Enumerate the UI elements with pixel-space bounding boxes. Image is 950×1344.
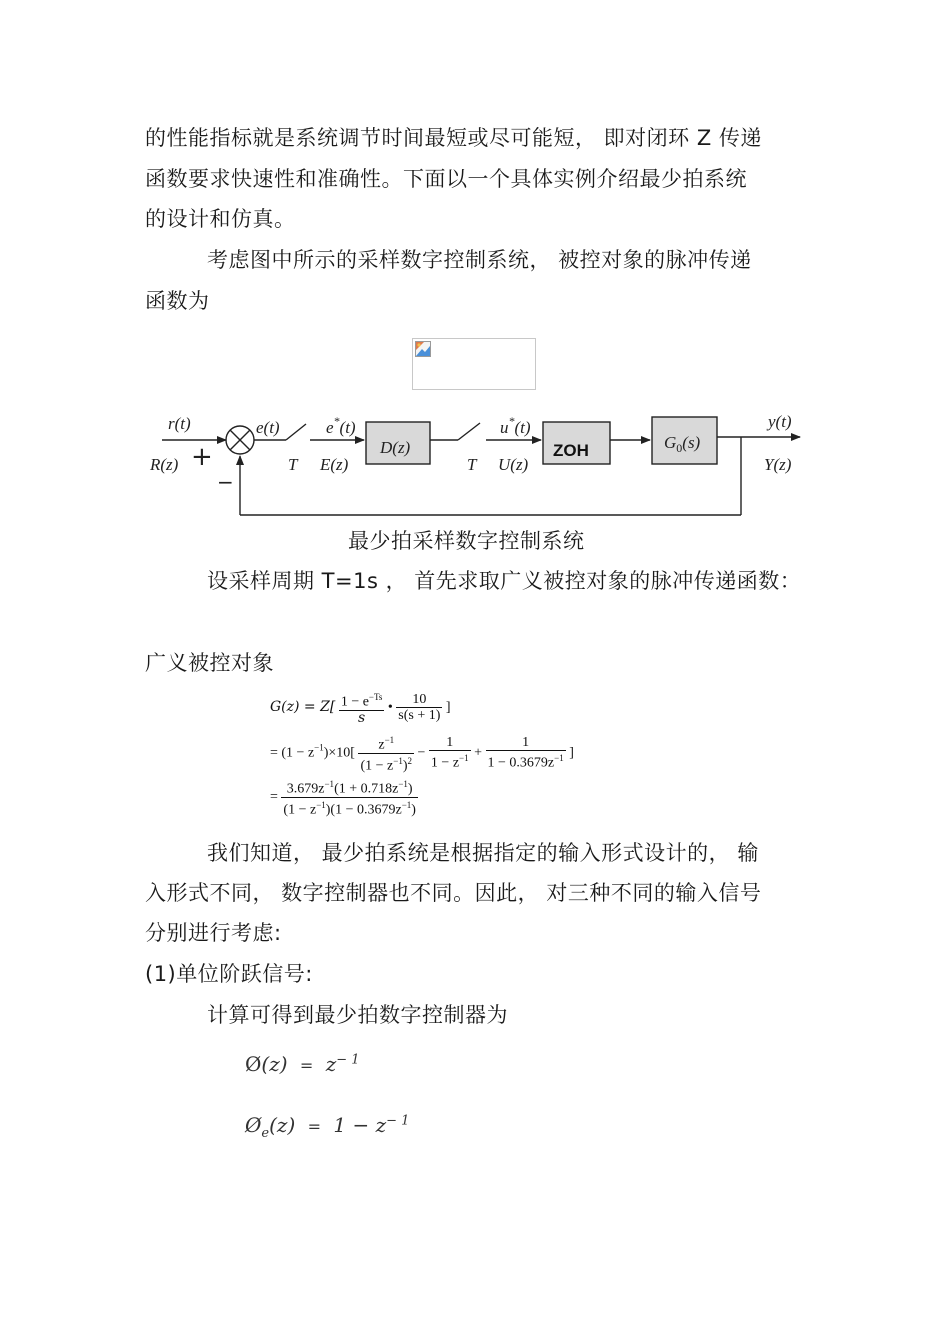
body-text-line: 我们知道， 最少拍系统是根据指定的输入形式设计的， 输: [207, 841, 759, 865]
body-text-line: 函数要求快速性和准确性。下面以一个具体实例介绍最少拍系统: [145, 167, 747, 191]
body-text-line: 的性能指标就是系统调节时间最短或尽可能短， 即对闭环 Z 传递: [145, 126, 762, 150]
label-T2: T: [467, 455, 477, 474]
label-U-z: U(z): [498, 455, 529, 474]
body-text-line: 入形式不同， 数字控制器也不同。因此， 对三种不同的输入信号: [145, 881, 762, 905]
formula-line-2: = $(1 - z^{-1})\times 10$[ $\frac{z^{-1}}{(1 - z^{-1})^2}$ − $\frac{1}{1 - z^{-1}}$ + $\frac{1}{1 - 0.3679z^{-1}}$ ]: [270, 735, 574, 774]
body-text-line: 的设计和仿真。: [145, 207, 296, 231]
phi-equation: Ø(z) = $z^{- 1}$: [245, 1052, 360, 1076]
block-zoh: ZOH: [553, 441, 589, 460]
plus-sign: +: [191, 442, 213, 472]
broken-image-placeholder: [412, 338, 536, 390]
body-text-line: 考虑图中所示的采样数字控制系统， 被控对象的脉冲传递: [207, 248, 752, 272]
block-D-z: D(z): [380, 438, 411, 457]
body-text-line: (1)单位阶跃信号:: [145, 962, 313, 986]
broken-image-icon: [415, 341, 431, 357]
label-r-t: r(t): [168, 414, 191, 433]
label-e-star: e*(t): [326, 414, 356, 437]
body-text-line: 计算可得到最少拍数字控制器为: [207, 1003, 508, 1027]
label-T1: T: [288, 455, 298, 474]
label-u-star: u*(t): [500, 414, 531, 437]
body-text-line: 广义被控对象: [145, 651, 274, 675]
block-G0-s: $G_0(s)$: [664, 433, 701, 455]
block-diagram: [140, 400, 820, 525]
figure-caption: 最少拍采样数字控制系统: [348, 529, 585, 553]
label-R-z: R(z): [150, 455, 179, 474]
body-text-line: 设采样周期 T=1s ， 首先求取广义被控对象的脉冲传递函数：: [207, 569, 802, 593]
label-e-t: e(t): [256, 418, 280, 437]
minus-sign: −: [217, 470, 234, 494]
label-Y-z: Y(z): [764, 455, 792, 474]
body-text-line: 分别进行考虑:: [145, 921, 282, 945]
formula-line-1: G(z) = Z[ $\frac{1 - e^{-Ts}}{s}$ • $\frac{10}{s(s + 1)}$ ]: [270, 692, 451, 726]
label-E-z: E(z): [320, 455, 349, 474]
formula-line-3: = $\frac{3.679z^{-1}(1 + 0.718z^{-1})}{(1 - z^{-1})(1 - 0.3679z^{-1})}$: [270, 779, 416, 818]
label-y-t: y(t): [768, 412, 792, 431]
phi-e-equation: $Ø_e(z) = 1 - z^{- 1}$: [245, 1113, 410, 1141]
body-text-line: 函数为: [145, 289, 210, 313]
